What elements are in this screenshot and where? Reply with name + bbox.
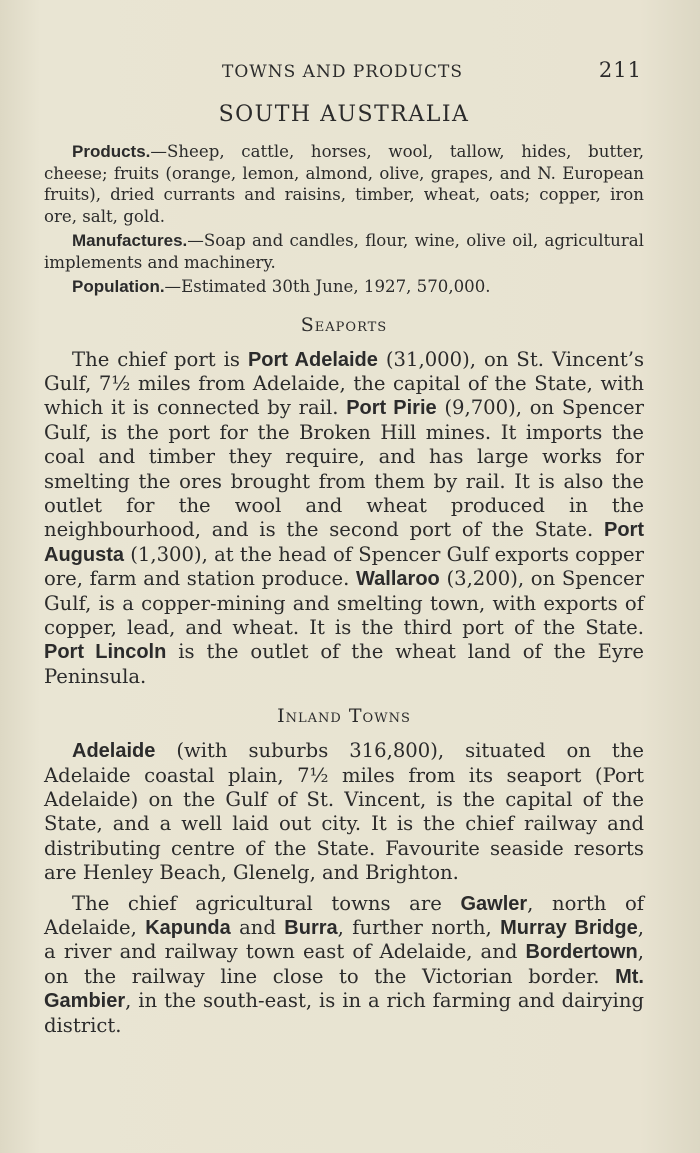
seaports-heading: Seaports [300, 313, 388, 336]
wallaroo: Wallaroo [356, 568, 440, 591]
seaports-text-2: (31,000), on St. Vincent’s Gulf, 7½ miles from Adelaide, the capital of the State, with which it is connected by rail. [44, 347, 644, 420]
products-paragraph [44, 141, 644, 227]
gawler: Gawler [460, 892, 528, 915]
agricultural-towns-paragraph [44, 892, 644, 1038]
murray-bridge: Murray Bridge [500, 917, 638, 940]
summary-block [44, 141, 644, 298]
agri-text-5: , a river and railway town east of Adelaide, and [44, 916, 644, 964]
seaports-text-4: (1,300), at the head of Spencer Gulf exports copper ore, farm and station produce. [44, 542, 644, 591]
agri-text-1: The chief agricultural towns are [72, 891, 461, 915]
running-title: TOWNS AND PRODUCTS [222, 62, 463, 82]
adelaide-paragraph [44, 739, 644, 885]
inland-towns-heading: Inland Towns [277, 705, 411, 728]
bordertown: Bordertown [525, 941, 638, 964]
products-label: Products. [72, 142, 151, 161]
agri-text-2: , north of Adelaide, [44, 891, 644, 940]
mt-gambier: Mt. Gambier [44, 965, 644, 1013]
burra: Burra [284, 917, 338, 940]
adelaide: Adelaide [72, 740, 156, 763]
agri-text-6: , on the railway line close to the Victorian border. [44, 940, 644, 988]
kapunda: Kapunda [145, 917, 231, 940]
seaports-text-5: (3,200), on Spencer Gulf, is a copper-mining and smelting town, with exports of copper, lead, and wheat. It is the third port of the State. [44, 567, 645, 639]
agri-text-4: , further north, [337, 916, 501, 940]
seaports-paragraph [44, 348, 644, 690]
port-adelaide: Port Adelaide [247, 348, 378, 371]
seaports-text-1: The chief port is [72, 347, 248, 371]
seaports-text-3: (9,700), on Spencer Gulf, is the port for the Broken Hill mines. It imports the coal and timber they require, and has large works for smelting the ores brought from them by rail. It is also the outlet for the wool and wheat produced in the neighbourhood, and is the second port of the State. [44, 396, 644, 542]
inland-block [44, 739, 644, 1038]
manufactures-text: —Soap and candles, flour, wine, olive oil, agricultural implements and machinery. [44, 231, 644, 272]
port-pirie: Port Pirie [346, 397, 437, 420]
agri-text-3: and [230, 916, 285, 940]
port-lincoln: Port Lincoln [44, 641, 167, 664]
population-text: —Estimated 30th June, 1927, 570,000. [164, 277, 491, 296]
population-label: Population. [72, 277, 165, 296]
manufactures-paragraph [44, 230, 644, 273]
agri-text-7: , in the south-east, is in a rich farming and dairying district. [44, 989, 644, 1037]
adelaide-text: (with suburbs 316,800), situated on the Adelaide coastal plain, 7½ miles from its seaport (Port Adelaide) on the Gulf of St. Vincent, is the capital of the State, and a well laid out city. It is the chief railway and distributing centre of the State. Favourite seaside resorts are Henley Beach, Glenelg, and Brighton. [44, 739, 644, 885]
seaports-text-6: is the outlet of the wheat land of the Eyre Peninsula. [44, 640, 644, 688]
manufactures-label: Manufactures. [72, 231, 188, 250]
page-number: 211 [598, 58, 642, 82]
seaports-block [44, 348, 644, 690]
section-title: SOUTH AUSTRALIA [218, 102, 470, 127]
products-text: —Sheep, cattle, horses, wool, tallow, hides, butter, cheese; fruits (orange, lemon, almond, olive, grapes, and N. European fruits), dried currants and raisins, timber, wheat, oats; copper, iron ore, salt, gold. [44, 142, 644, 226]
population-paragraph [44, 276, 644, 298]
running-head [44, 56, 644, 90]
port-augusta: Port Augusta [44, 519, 644, 566]
